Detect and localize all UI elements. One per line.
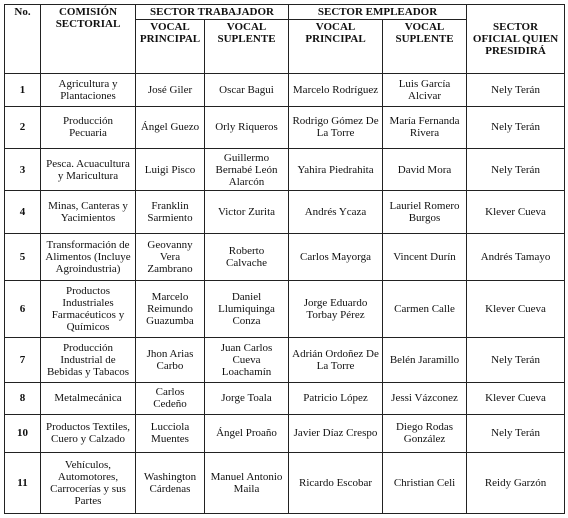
trabajador-suplente-cell: Daniel Llumiquinga Conza: [205, 280, 289, 337]
oficial-cell: Nely Terán: [467, 106, 565, 148]
table-row: [5, 148, 565, 190]
row-number: 6: [5, 280, 41, 337]
comision-cell: Metalmecánica: [41, 383, 136, 415]
empleador-principal-cell: Rodrigo Gómez De La Torre: [289, 106, 383, 148]
empleador-principal-cell: Javier Díaz Crespo: [289, 414, 383, 452]
empleador-principal-cell: Marcelo Rodríguez: [289, 74, 383, 107]
table-row: [5, 234, 565, 280]
oficial-cell: Nely Terán: [467, 414, 565, 452]
header-comision: COMISIÓN SECTORIAL: [41, 5, 136, 74]
trabajador-principal-cell: Lucciola Muentes: [136, 414, 205, 452]
trabajador-suplente-cell: Jorge Toala: [205, 383, 289, 415]
trabajador-principal-cell: Geovanny Vera Zambrano: [136, 234, 205, 280]
empleador-principal-cell: Andrés Ycaza: [289, 191, 383, 234]
trabajador-principal-cell: Carlos Cedeño: [136, 383, 205, 415]
oficial-cell: Klever Cueva: [467, 191, 565, 234]
trabajador-suplente-cell: Roberto Calvache: [205, 234, 289, 280]
table-row: [5, 280, 565, 337]
oficial-cell: Andrés Tamayo: [467, 234, 565, 280]
header-emp-vocal-principal: VOCAL PRINCIPAL: [289, 20, 383, 74]
header-sector-empleador: SECTOR EMPLEADOR: [289, 5, 467, 20]
trabajador-principal-cell: Jhon Arias Carbo: [136, 337, 205, 382]
empleador-suplente-cell: Jessi Vázconez: [383, 383, 467, 415]
empleador-principal-cell: Ricardo Escobar: [289, 452, 383, 513]
oficial-cell: Nely Terán: [467, 74, 565, 107]
trabajador-principal-cell: Luigi Pisco: [136, 148, 205, 190]
oficial-cell: Nely Terán: [467, 337, 565, 382]
comision-cell: Minas, Canteras y Yacimientos: [41, 191, 136, 234]
comision-cell: Productos Textiles, Cuero y Calzado: [41, 414, 136, 452]
row-number: 5: [5, 234, 41, 280]
row-number: 7: [5, 337, 41, 382]
trabajador-suplente-cell: Manuel Antonio Maila: [205, 452, 289, 513]
trabajador-suplente-cell: Ángel Proaño: [205, 414, 289, 452]
header-no: No.: [5, 5, 41, 74]
header-emp-vocal-suplente: VOCAL SUPLENTE: [383, 20, 467, 74]
row-number: 4: [5, 191, 41, 234]
empleador-suplente-cell: Carmen Calle: [383, 280, 467, 337]
empleador-principal-cell: Jorge Eduardo Torbay Pérez: [289, 280, 383, 337]
comision-cell: Agricultura y Plantaciones: [41, 74, 136, 107]
trabajador-suplente-cell: Oscar Bagui: [205, 74, 289, 107]
table-row: [5, 383, 565, 415]
row-number: 2: [5, 106, 41, 148]
comision-cell: Producción Pecuaria: [41, 106, 136, 148]
row-number: 1: [5, 74, 41, 107]
comision-cell: Vehículos, Automotores, Carrocerías y sus Partes: [41, 452, 136, 513]
trabajador-principal-cell: Franklin Sarmiento: [136, 191, 205, 234]
oficial-cell: Nely Terán: [467, 148, 565, 190]
oficial-cell: Reidy Garzón: [467, 452, 565, 513]
comision-cell: Productos Industriales Farmacéuticos y Químicos: [41, 280, 136, 337]
table-row: [5, 191, 565, 234]
empleador-principal-cell: Adrián Ordoñez De La Torre: [289, 337, 383, 382]
empleador-principal-cell: Carlos Mayorga: [289, 234, 383, 280]
table-row: [5, 452, 565, 513]
empleador-suplente-cell: Diego Rodas González: [383, 414, 467, 452]
trabajador-suplente-cell: Victor Zurita: [205, 191, 289, 234]
row-number: 3: [5, 148, 41, 190]
oficial-cell: Klever Cueva: [467, 383, 565, 415]
empleador-suplente-cell: Lauriel Romero Burgos: [383, 191, 467, 234]
header-sector-trabajador: SECTOR TRABAJADOR: [136, 5, 289, 20]
trabajador-principal-cell: José Giler: [136, 74, 205, 107]
empleador-suplente-cell: Belén Jaramillo: [383, 337, 467, 382]
comision-cell: Pesca. Acuacultura y Maricultura: [41, 148, 136, 190]
trabajador-suplente-cell: Orly Riqueros: [205, 106, 289, 148]
comision-cell: Producción Industrial de Bebidas y Tabacos: [41, 337, 136, 382]
table-body: [5, 74, 565, 514]
empleador-principal-cell: Patricio López: [289, 383, 383, 415]
empleador-principal-cell: Yahira Piedrahita: [289, 148, 383, 190]
header-trab-vocal-suplente: VOCAL SUPLENTE: [205, 20, 289, 74]
trabajador-principal-cell: Marcelo Reimundo Guazumba: [136, 280, 205, 337]
empleador-suplente-cell: María Fernanda Rivera: [383, 106, 467, 148]
table-row: [5, 414, 565, 452]
row-number: 8: [5, 383, 41, 415]
trabajador-principal-cell: Ángel Guezo: [136, 106, 205, 148]
trabajador-suplente-cell: Juan Carlos Cueva Loachamín: [205, 337, 289, 382]
empleador-suplente-cell: Vincent Durín: [383, 234, 467, 280]
oficial-cell: Klever Cueva: [467, 280, 565, 337]
empleador-suplente-cell: David Mora: [383, 148, 467, 190]
comision-cell: Transformación de Alimentos (Incluye Agroindustria): [41, 234, 136, 280]
empleador-suplente-cell: Luis García Alcivar: [383, 74, 467, 107]
trabajador-suplente-cell: Guillermo Bernabé León Alarcón: [205, 148, 289, 190]
table-row: [5, 74, 565, 107]
table-row: [5, 106, 565, 148]
header-trab-vocal-principal: VOCAL PRINCIPAL: [136, 20, 205, 74]
row-number: 11: [5, 452, 41, 513]
row-number: 10: [5, 414, 41, 452]
comisiones-table: [4, 4, 565, 514]
header-sector-oficial: SECTOR OFICIAL QUIEN PRESIDIRÁ: [467, 5, 565, 74]
trabajador-principal-cell: Washington Cárdenas: [136, 452, 205, 513]
empleador-suplente-cell: Christian Celi: [383, 452, 467, 513]
table-row: [5, 337, 565, 382]
